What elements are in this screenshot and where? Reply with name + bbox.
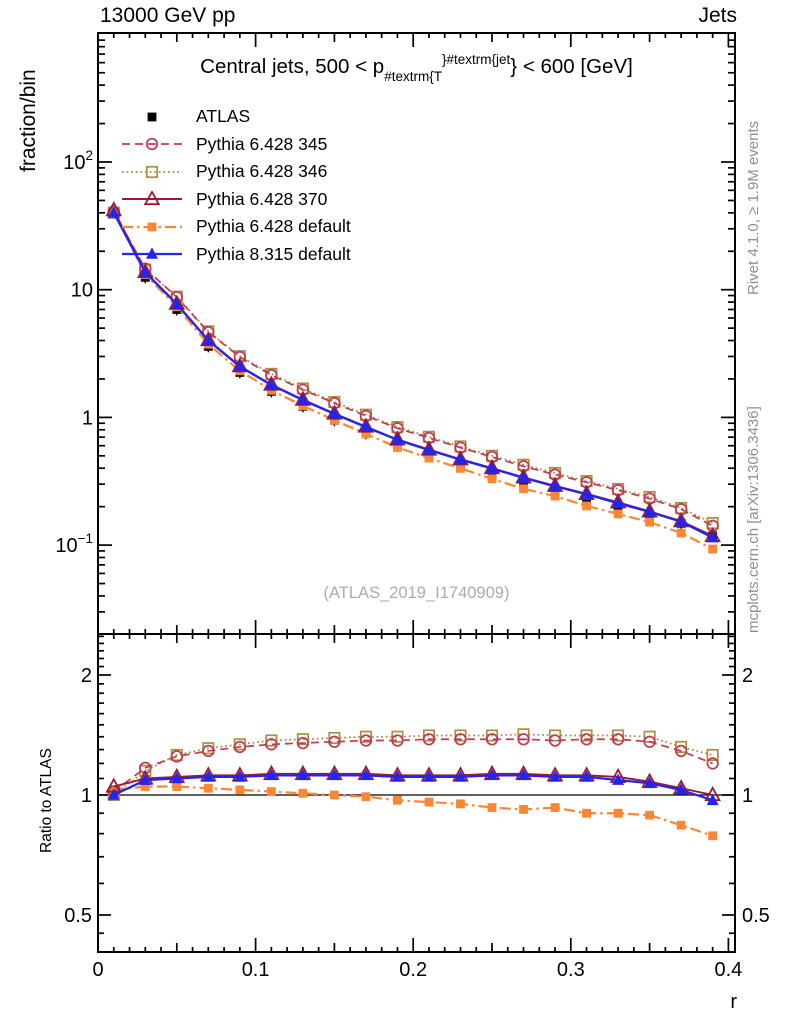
x-axis-title: r <box>730 991 737 1013</box>
pythia6-default-marker-icon <box>120 219 184 235</box>
series-pythia6-default-point <box>708 545 717 554</box>
y-ratio-tick-label-left-0.5: 0.5 <box>64 905 92 927</box>
analysis-id-watermark: (ATLAS_2019_I1740909) <box>323 584 510 602</box>
series-pythia6-default-ratio-point <box>425 798 434 807</box>
series-pythia6-default-line-ratio <box>114 787 713 836</box>
series-pythia6-default-point <box>645 518 654 527</box>
series-pythia6-default-point <box>582 502 591 511</box>
series-pythia6-370 <box>107 203 719 800</box>
mcplots-reference-note: mcplots.cern.ch [arXiv:1306.3436] <box>745 406 762 633</box>
legend-label-pythia6-346: Pythia 6.428 346 <box>196 161 328 182</box>
series-pythia6-default-point <box>677 529 686 538</box>
legend-item-pythia6-370 <box>120 186 351 214</box>
y-ratio-tick-label-left-1: 1 <box>80 785 92 807</box>
series-pythia6-default-ratio-point <box>204 784 213 793</box>
y-axis-title-main: fraction/bin <box>17 69 40 172</box>
series-pythia6-default-ratio-point <box>172 782 181 791</box>
series-pythia6-default-ratio-point <box>362 792 371 801</box>
series-pythia6-default-ratio-point <box>645 811 654 820</box>
x-tick-label-0.3: 0.3 <box>556 959 585 981</box>
legend-label-pythia6-default: Pythia 6.428 default <box>196 216 351 237</box>
y-ratio-tick-label-left-2: 2 <box>80 665 92 687</box>
series-pythia6-default-ratio-point <box>582 809 591 818</box>
series-pythia6-default-ratio-point <box>456 799 465 808</box>
legend-label-atlas: ATLAS <box>196 106 251 127</box>
series-pythia6-345 <box>108 206 717 796</box>
series-pythia6-default-ratio-point <box>235 785 244 794</box>
legend-label-pythia6-345: Pythia 6.428 345 <box>196 133 328 154</box>
y-ratio-tick-label-right-0.5: 0.5 <box>742 905 770 927</box>
series-pythia6-default-point <box>488 474 497 483</box>
x-tick-label-0.4: 0.4 <box>714 959 743 981</box>
y-main-tick-label-10: 10 <box>70 279 93 302</box>
legend-item-atlas <box>120 103 351 131</box>
legend-item-pythia8-default <box>120 241 351 269</box>
series-pythia8-default <box>108 206 719 805</box>
axis-tick-labels <box>55 148 769 1013</box>
pythia6-345-marker-icon <box>120 136 184 152</box>
panel-title-post: < 600 [GeV] <box>517 55 633 78</box>
y-axis-title-ratio: Ratio to ATLAS <box>38 748 55 853</box>
series-pythia6-default-ratio-point <box>330 791 339 800</box>
beam-label: 13000 GeV pp <box>100 4 236 27</box>
y-ratio-tick-label-right-2: 2 <box>742 665 754 687</box>
panel-title-sub: #textrm{T <box>384 69 442 84</box>
y-main-tick-label-100: $10^2$ <box>63 148 93 174</box>
series-pythia6-default-ratio-point <box>488 803 497 812</box>
series-pythia6-default <box>109 207 717 840</box>
panel-title-pre: Central jets, 500 < p <box>200 55 385 78</box>
panel-title-sup: }#textrm{jet <box>441 52 511 67</box>
analysis-group-label: Jets <box>698 4 737 27</box>
series-pythia6-default-point <box>519 484 528 493</box>
x-tick-label-0.1: 0.1 <box>241 959 270 981</box>
series-pythia6-default-ratio-point <box>551 803 560 812</box>
series-pythia6-default-ratio-point <box>708 831 717 840</box>
pythia6-370-marker-icon <box>120 191 184 207</box>
legend <box>120 103 351 268</box>
rivet-version-note: Rivet 4.1.0, ≥ 1.9M events <box>745 120 762 295</box>
legend-label-pythia8-default: Pythia 8.315 default <box>196 243 351 264</box>
pythia8-default-marker-icon <box>120 246 184 262</box>
legend-marker-sample <box>145 192 159 204</box>
series-pythia6-default-ratio-point <box>677 821 686 830</box>
panel-title <box>98 52 735 84</box>
series-pythia6-default-point <box>614 510 623 519</box>
series-pythia6-default-ratio-point <box>519 805 528 814</box>
y-main-tick-label-1: 1 <box>81 407 93 430</box>
legend-marker-sample <box>148 112 157 121</box>
y-main-tick-label-0.1: $10^{-1}$ <box>55 531 93 558</box>
x-tick-label-0.2: 0.2 <box>399 959 428 981</box>
legend-item-pythia6-345 <box>120 131 351 159</box>
series-pythia6-default-ratio-point <box>614 809 623 818</box>
legend-marker-sample <box>148 222 157 231</box>
y-ratio-tick-label-right-1: 1 <box>742 785 754 807</box>
series-pythia6-default-point <box>551 492 560 501</box>
series-pythia6-default-ratio-point <box>298 789 307 798</box>
legend-label-pythia6-370: Pythia 6.428 370 <box>196 188 328 209</box>
series-pythia6-default-ratio-point <box>393 796 402 805</box>
panel-title-close: } <box>510 55 518 78</box>
series-pythia6-default-ratio-point <box>267 787 276 796</box>
legend-item-pythia6-346 <box>120 158 351 186</box>
legend-item-pythia6-default <box>120 213 351 241</box>
atlas-marker-icon <box>120 109 184 125</box>
pythia6-346-marker-icon <box>120 164 184 180</box>
x-tick-label-0: 0 <box>92 959 104 981</box>
